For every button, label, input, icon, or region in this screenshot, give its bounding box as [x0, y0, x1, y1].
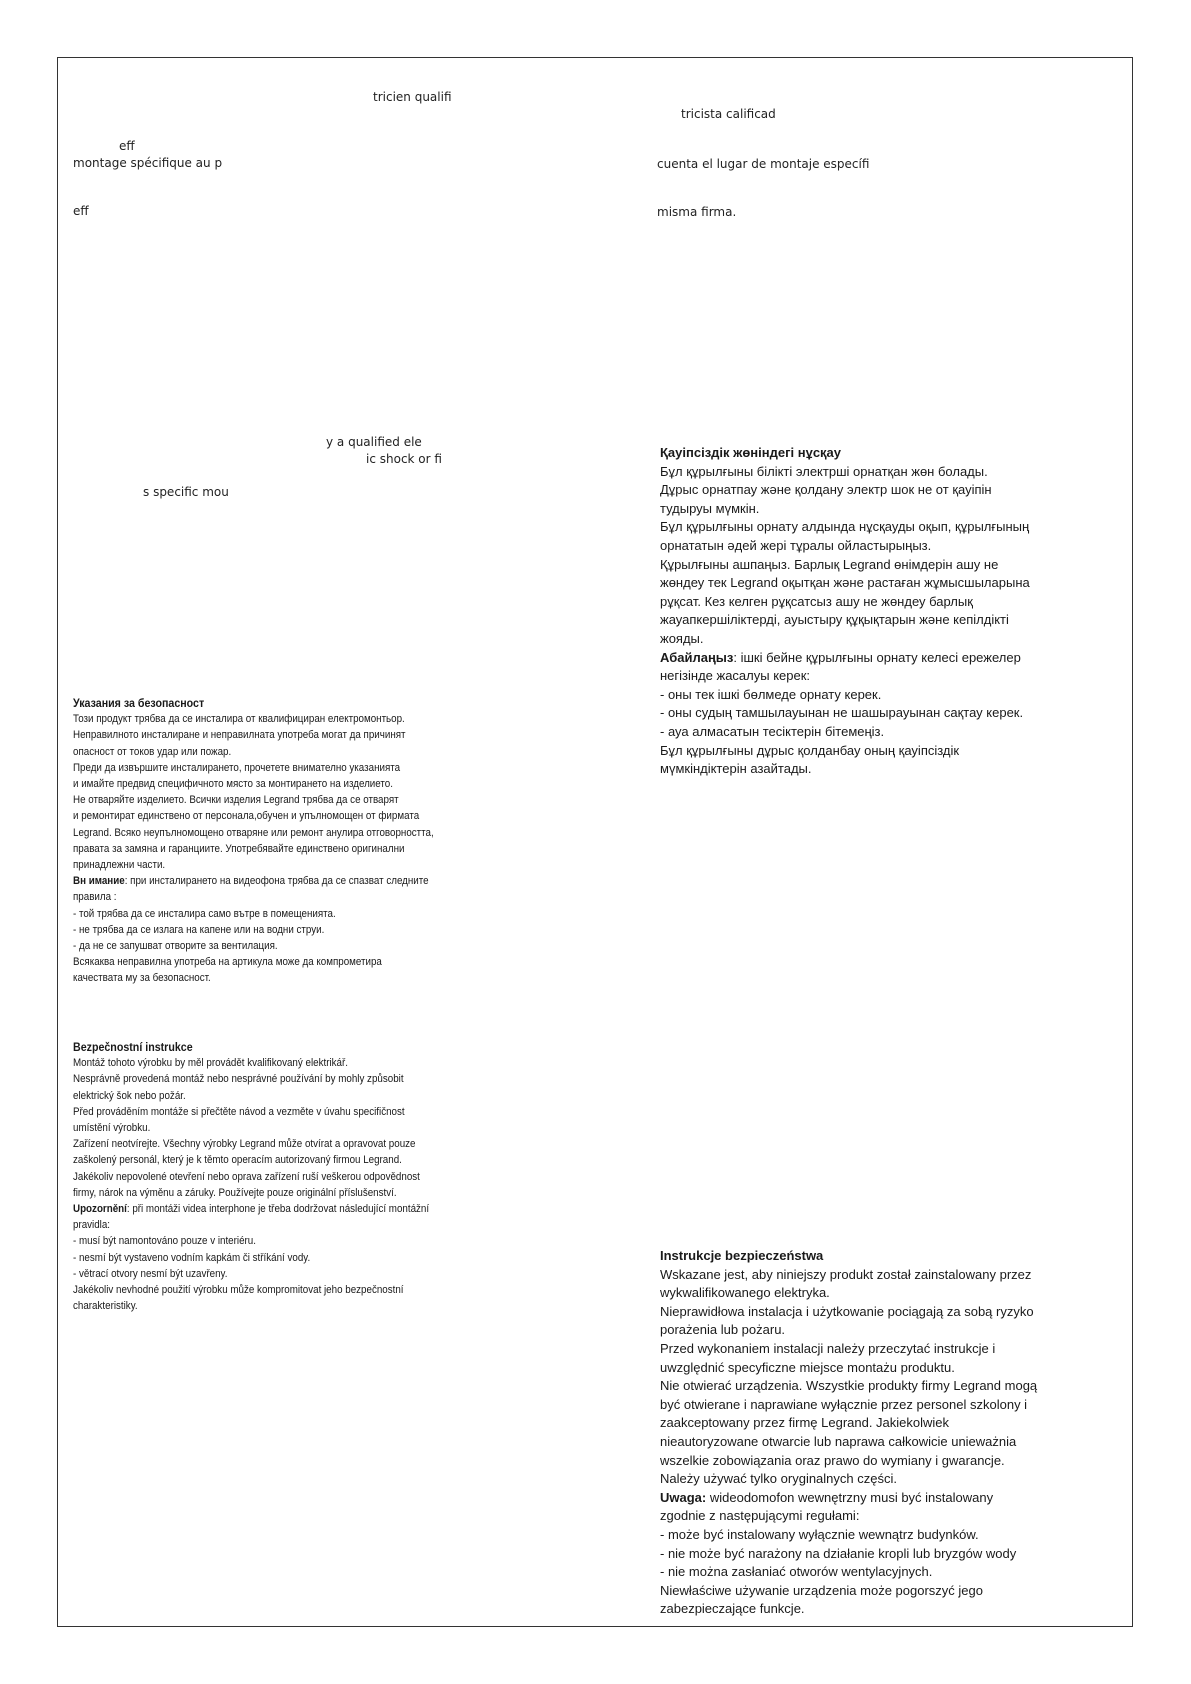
text-line: - не трябва да се излага на капене или на водни струи. — [73, 923, 325, 936]
fragment-text: y a qualified ele — [326, 435, 422, 449]
text-line: Құрылғыны ашпаңыз. Барлық Legrand өнімдерін ашу не — [660, 556, 999, 572]
note-text: : při montáži videa interphone je třeba dodržovat následující montážní — [126, 1203, 430, 1216]
text-line: Бұл құрылғыны білікті электрші орнатқан жөн болады. — [660, 463, 988, 479]
text-line: zaakceptowany przez firmę Legrand. Jakiekolwiek — [660, 1415, 950, 1431]
text-line: правила : — [73, 891, 117, 904]
note-text: wideodomofon wewnętrzny musi być instalowany — [706, 1489, 994, 1505]
fragment-text: ic shock or fi — [366, 452, 442, 466]
text-line: zabezpieczające funkcje. — [660, 1601, 805, 1617]
note-label: Upozornění — [73, 1203, 127, 1216]
text-line: Před prováděním montáže si přečtěte návod a vezměte v úvahu specifičnost — [73, 1105, 405, 1118]
safety-instructions-polish — [660, 1247, 1037, 1619]
text-line: - той трябва да се инсталира само вътре в помещенията. — [73, 907, 336, 920]
text-line: принадлежни части. — [73, 859, 166, 872]
fragment-text: eff — [73, 204, 89, 218]
text-line: Legrand. Всяко неупълномощено отваряне или ремонт анулира отговорността, — [73, 826, 434, 839]
fragment-text: montage spécifique au p — [73, 156, 223, 170]
fragment-text: eff — [119, 139, 135, 153]
section-title: Указания за безопасност — [73, 696, 205, 710]
note-line — [73, 873, 434, 889]
section-title: Bezpečnostní instrukce — [73, 1040, 193, 1054]
text-line: Należy używać tylko oryginalnych części. — [660, 1471, 897, 1487]
section-title: Қауіпсіздік жөніндегі нұсқау — [660, 445, 842, 460]
section-title: Instrukcje bezpieczeństwa — [660, 1248, 824, 1263]
text-line: wykwalifikowanego elektryka. — [660, 1285, 830, 1301]
text-line: Преди да извършите инсталирането, прочетете внимателно указанията — [73, 761, 401, 774]
text-line: жөндеу тек Legrand оқытқан және растаған жұмысшыларына — [660, 575, 1030, 591]
text-line: Бұл құрылғыны орнату алдында нұсқауды оқып, құрылғының — [660, 519, 1030, 535]
text-line: Nesprávně provedená montáž nebo nesprávné používání by mohly způsobit — [73, 1073, 404, 1086]
fragment-text: cuenta el lugar de montaje específi — [657, 157, 870, 171]
text-line: жауапкершіліктерді, ауыстыру құқықтарын және кепілдікті — [660, 612, 1009, 628]
text-line: - větrací otvory nesmí být uzavřeny. — [73, 1267, 228, 1280]
text-line: Przed wykonaniem instalacji należy przeczytać instrukcje i — [660, 1340, 996, 1356]
text-line: правата за замяна и гаранциите. Употребявайте единствено оригинални — [73, 842, 405, 855]
note-text: : при инсталирането на видеофона трябва да се спазват следните — [124, 875, 429, 888]
note-label: Вн имание — [73, 875, 125, 888]
text-line: рұқсат. Кез келген рұқсатсыз ашу не жөндеу барлық — [660, 593, 973, 609]
text-line: опасност от токов удар или пожар. — [73, 745, 232, 758]
text-line: umístění výrobku. — [73, 1122, 151, 1135]
note-label: Uwaga: — [660, 1489, 707, 1505]
text-line: Всякаква неправилна употреба на артикула може да компрометира — [73, 956, 382, 969]
text-line: Този продукт трябва да се инсталира от квалифициран електромонтьор. — [73, 713, 405, 726]
fragment-text: tricista calificad — [681, 107, 776, 121]
text-line: elektrický šok nebo požár. — [73, 1089, 186, 1102]
text-line: Nie otwierać urządzenia. Wszystkie produkty firmy Legrand mogą — [660, 1378, 1038, 1394]
text-line: Nieprawidłowa instalacja i użytkowanie pociągają za sobą ryzyko — [660, 1303, 1034, 1319]
text-line: Niewłaściwe używanie urządzenia może pogorszyć jego — [660, 1582, 983, 1598]
text-line: - да не се запушват отворите за вентилация. — [73, 940, 278, 953]
text-line: - ауа алмасатын тесіктерін бітемеңіз. — [660, 723, 885, 739]
safety-instructions-czech — [73, 1039, 429, 1314]
text-line: zgodnie z następującymi regułami: — [660, 1508, 860, 1524]
fragment-text: misma firma. — [657, 205, 737, 219]
text-line: Jakékoliv nevhodné použití výrobku může kompromitovat jeho bezpečnostní — [73, 1284, 404, 1297]
text-line: - nesmí být vystaveno vodním kapkám či stříkání vody. — [73, 1251, 311, 1264]
text-line: wszelkie zobowiązania oraz prawo do wymiany i gwarancje. — [660, 1452, 1005, 1468]
text-line: Неправилното инсталиране и неправилната употреба могат да причинят — [73, 729, 406, 742]
safety-instructions-kazakh — [660, 444, 1030, 779]
text-line: - оны судың тамшылауынан не шашырауынан сақтау керек. — [660, 705, 1024, 721]
fragment-text: s specific mou — [143, 485, 229, 499]
text-line: być otwierane i naprawiane wyłącznie przez personel szkolony i — [660, 1396, 1028, 1412]
note-line — [660, 1489, 1037, 1508]
text-line: Бұл құрылғыны дұрыс қолданбау оның қауіпсіздік — [660, 742, 960, 758]
text-line: Montáž tohoto výrobku by měl provádět kvalifikovaný elektrikář. — [73, 1057, 348, 1070]
text-line: zaškolený personál, který je k těmto operacím autorizovaný firmou Legrand. — [73, 1154, 402, 1167]
text-line: nieautoryzowane otwarcie lub naprawa całkowicie unieważnia — [660, 1433, 1017, 1449]
text-line: firmy, nárok na výměnu a záruky. Používejte pouze originální příslušenství. — [73, 1186, 397, 1199]
text-line: porażenia lub pożaru. — [660, 1322, 786, 1338]
text-line: - оны тек ішкі бөлмеде орнату керек. — [660, 686, 882, 702]
text-line: мүмкіндіктерін азайтады. — [660, 761, 812, 777]
text-line: и имайте предвид специфичното място за монтирането на изделието. — [73, 778, 393, 791]
note-text: : ішкі бейне құрылғыны орнату келесі ережелер — [733, 649, 1021, 665]
note-line — [73, 1201, 429, 1217]
text-line: - nie może być narażony na działanie kropli lub bryzgów wody — [660, 1545, 1017, 1561]
note-line — [660, 649, 1030, 668]
text-line: - musí být namontováno pouze v interiéru. — [73, 1235, 256, 1248]
fragment-text: tricien qualifi — [373, 90, 452, 104]
text-line: pravidla: — [73, 1219, 111, 1232]
text-line: орнататын әдей жері тұралы ойластырыңыз. — [660, 537, 932, 553]
text-line: качествата му за безопасност. — [73, 972, 211, 985]
text-line: Дұрыс орнатпау және қолдану электр шок не от қауіпін — [660, 482, 992, 498]
text-line: негізінде жасалуы керек: — [660, 668, 811, 684]
text-line: Не отваряйте изделието. Всички изделия Legrand трябва да се отварят — [73, 794, 399, 807]
text-line: charakteristiky. — [73, 1300, 138, 1313]
text-line: Wskazane jest, aby niniejszy produkt został zainstalowany przez — [660, 1266, 1032, 1282]
text-line: и ремонтират единствено от персонала,обучен и упълномощен от фирмата — [73, 810, 420, 823]
text-line: uwzględnić specyficzne miejsce montażu produktu. — [660, 1359, 955, 1375]
note-label: Абайлаңыз — [660, 649, 734, 665]
text-line: жояды. — [660, 630, 704, 646]
text-line: - może być instalowany wyłącznie wewnątrz budynków. — [660, 1526, 979, 1542]
text-line: Zařízení neotvírejte. Všechny výrobky Legrand může otvírat a opravovat pouze — [73, 1138, 416, 1151]
text-line: тудыруы мүмкін. — [660, 500, 760, 516]
safety-instructions-bulgarian — [73, 695, 434, 987]
text-line: - nie można zasłaniać otworów wentylacyjnych. — [660, 1564, 933, 1580]
text-line: Jakékoliv nepovolené otevření nebo oprava zařízení ruší veškerou odpovědnost — [73, 1170, 420, 1183]
